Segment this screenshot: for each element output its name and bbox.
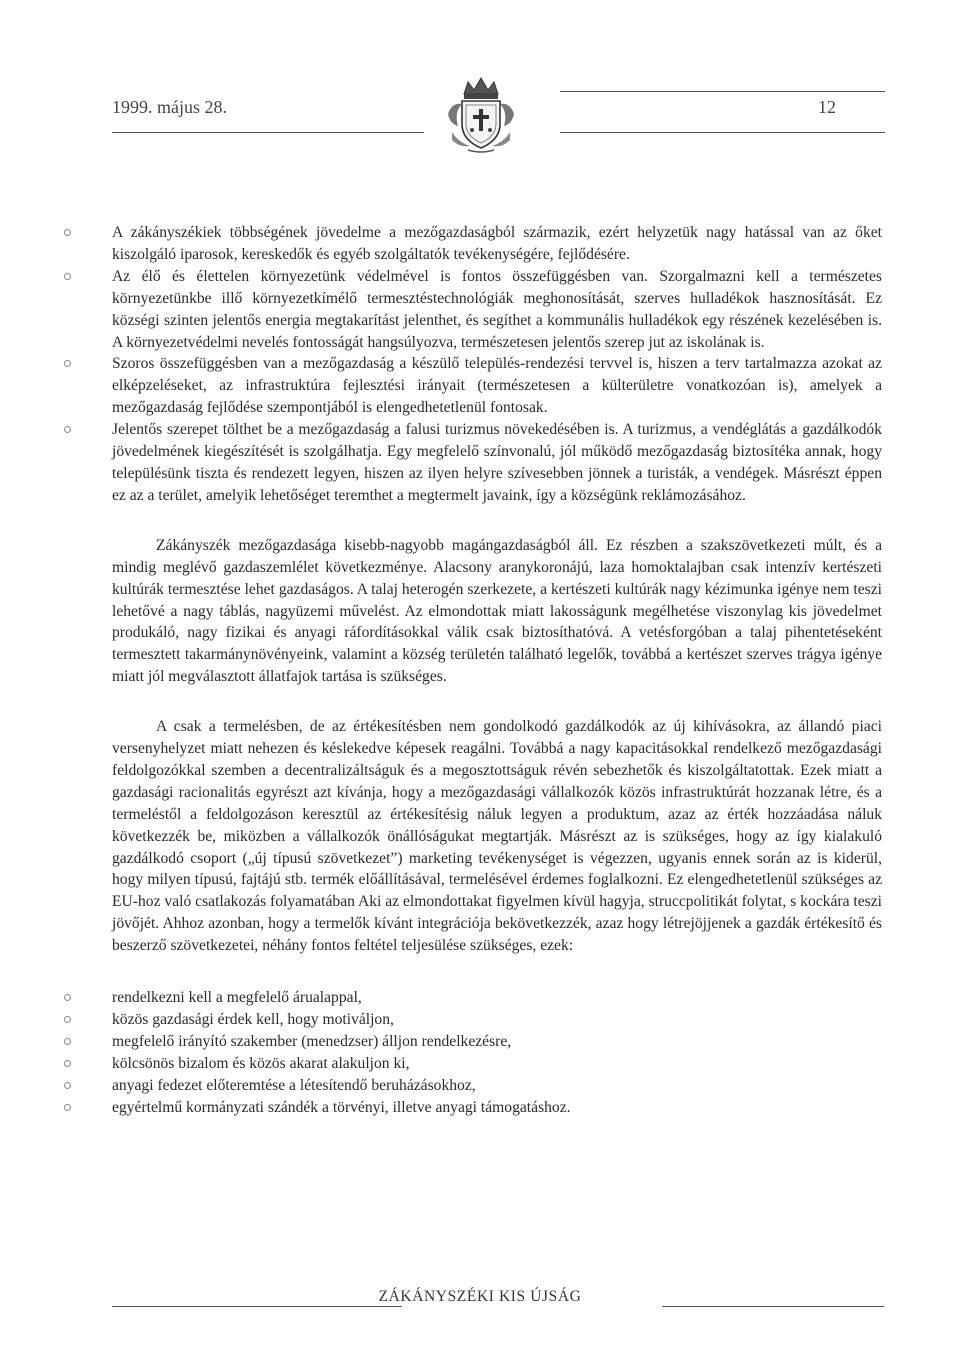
bullet-list-conditions bbox=[85, 987, 882, 1118]
list-item: Az élő és élettelen környezetünk védelmével is fontos összefüggésben van. Szorgalmazni kell a természetes környezetünkbe illő környezetkímélő termesztéstechnológiák meghonosítását, szerves hulladékok hasznosítását. Ez községi szinten jelentős energia megtakarítást jelenthet, és segíthet a kommunális hulladékok egy részének kezelésében is. A környezetvédelmi nevelés fontosságát hangsúlyozva, természetesen jelentős szerep jut az iskolának is. bbox=[85, 266, 882, 354]
article-body bbox=[112, 222, 882, 1119]
list-item: Jelentős szerepet tölthet be a mezőgazdaság a falusi turizmus növekedésében is. A turizmus, a vendéglátás a gazdálkodók jövedelmének kiegészítését is szolgálhatja. Egy megfelelő színvonalú, jól működő mezőgazdaság biztosítéka annak, hogy településünk tiszta és rendezett legyen, hiszen az ilyen helyre szívesebben jönnek a turisták, a vendégek. Másrészt éppen ez az a terület, amelyik lehetőséget teremthet a megtermelt javaink, így a községünk reklámozásához. bbox=[85, 419, 882, 507]
header-rule-left bbox=[112, 132, 424, 133]
bullet-circle-icon bbox=[64, 1038, 71, 1045]
list-item: kölcsönös bizalom és közös akarat alakuljon ki, bbox=[85, 1053, 882, 1075]
footer-rule-right bbox=[662, 1306, 884, 1307]
bullet-circle-icon bbox=[64, 1016, 71, 1023]
header-date: 1999. május 28. bbox=[112, 97, 227, 117]
bullet-circle-icon bbox=[64, 1060, 71, 1067]
bullet-circle-icon bbox=[64, 994, 71, 1001]
bullet-circle-icon bbox=[64, 426, 71, 433]
list-item: A zákányszékiek többségének jövedelme a mezőgazdaságból származik, ezért helyzetük nagy hatással van az őket kiszolgáló iparosok, kereskedők és egyéb szolgáltatók tevékenységére, fejlődésére. bbox=[85, 222, 882, 266]
footer-title: ZÁKÁNYSZÉKI KIS ÚJSÁG bbox=[378, 1288, 582, 1305]
list-item: rendelkezni kell a megfelelő árualappal, bbox=[85, 987, 882, 1009]
bullet-circle-icon bbox=[64, 229, 71, 236]
paragraph-agriculture: Zákányszék mezőgazdasága kisebb-nagyobb magángazdaságból áll. Ez részben a szakszövetkezeti múlt, és a mindig meglévő gazdaszemlélet következménye. Alacsony aranykoronájú, laza homoktalajban csak intenzív kertészeti kultúrák termesztése lehet gazdaságos. A talaj heterogén szerkezete, a kertészeti kultúrák nagy kézimunka igénye nem teszi lehetővé a nagy táblás, nagyüzemi művelést. Az elmondottak miatt lakosságunk megélhetése viszonylag kis jövedelmet produkáló, nagy fizikai és anyagi ráfordításokkal válik csak biztosíthatóvá. A vetésforgóban a talaj pihentetéseként termesztett takarmánynövényeink, valamint a község területén található legelők, továbbá a kertészet szerves trágya igénye miatt jól megválasztott állatfajok tartása is szükséges. bbox=[112, 536, 882, 686]
header-rule-right-bottom bbox=[560, 132, 885, 133]
bullet-circle-icon bbox=[64, 1082, 71, 1089]
list-item: egyértelmű kormányzati szándék a törvényi, illetve anyagi támogatáshoz. bbox=[85, 1097, 882, 1119]
page-number: 12 bbox=[818, 97, 836, 117]
paragraph-cooperatives: A csak a termelésben, de az értékesítésben nem gondolkodó gazdálkodók az új kihívásokra, az állandó piaci versenyhelyzet miatt nehezen és késlekedve képesek reagálni. Továbbá a nagy kapacitásokkal rendelkező mezőgazdasági feldolgozókkal szemben a decentralizáltságuk és a megosztottságuk révén sebezhetők és kiszolgáltatottak. Ezek miatt a gazdasági racionalitás egyrészt azt kívánja, hogy a mezőgazdasági vállalkozók közös infrastruktúrát hozzanak létre, és a termeléstől a feldolgozáson keresztül az értékesítésig náluk legyen a produktum, azaz az érték hozzáadása náluk következzék be, miközben a vállalkozók önállóságukat megtartják. Másrészt az is szükséges, hogy az így kialakuló gazdálkodó csoport („új típusú szövetkezet”) marketing tevékenységet is végezzen, ugyanis ennek során az is kiderül, hogy milyen típusú, fajtájú stb. termék előállításával, termelésével érdemes foglalkozni. Ez elengedhetetlenül szükséges az EU-hoz való csatlakozás folyamatában Aki az elmondottakat figyelmen kívül hagyja, struccpolitikát folytat, s kockára teszi jövőjét. Ahhoz azonban, hogy a termelők kívánt integrációja bekövetkezzék, azaz hogy létrejöjjenek a gazdák értékesítő és beszerző szövetkezetei, néhány fontos feltétel teljesülése szükséges, ezek: bbox=[112, 718, 882, 955]
footer-rule-left bbox=[112, 1306, 402, 1307]
header-rule-right bbox=[560, 91, 885, 92]
coat-of-arms-icon bbox=[440, 74, 522, 156]
bullet-circle-icon bbox=[64, 273, 71, 280]
list-item: Szoros összefüggésben van a mezőgazdaság a készülő település-rendezési tervvel is, hiszen a terv tartalmazza azokat az elképzeléseket, az infrastruktúra fejlesztési irányait (természetesen a külterületre vonatkozóan is), amelyek a mezőgazdaság fejlődése szempontjából is elengedhetetlenül fontosak. bbox=[85, 353, 882, 419]
bullet-list-top bbox=[85, 222, 882, 507]
bullet-circle-icon bbox=[64, 1104, 71, 1111]
bullet-circle-icon bbox=[64, 360, 71, 367]
list-item: közös gazdasági érdek kell, hogy motiváljon, bbox=[85, 1009, 882, 1031]
list-item: megfelelő irányító szakember (menedzser) álljon rendelkezésre, bbox=[85, 1031, 882, 1053]
list-item: anyagi fedezet előteremtése a létesítendő beruházásokhoz, bbox=[85, 1075, 882, 1097]
